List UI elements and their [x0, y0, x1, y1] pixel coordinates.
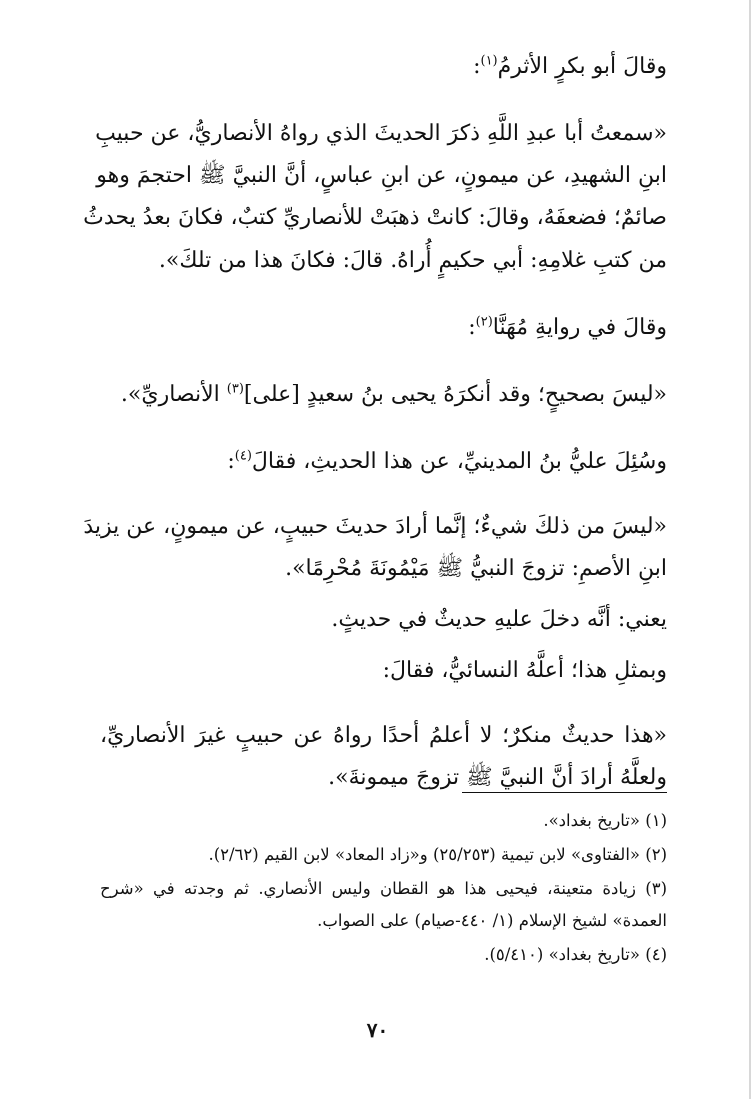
intro-athram-colon: : [473, 54, 481, 79]
footnote-2: (٢) «الفتاوى» لابن تيمية (٢٥/٢٥٣) و«زاد المعاد» لابن القيم (٢/٦٢). [208, 845, 667, 864]
footnote-ref-2: (٢) [475, 314, 493, 330]
paragraph-laysa-bisahih [100, 380, 667, 410]
laysa-bisahih-text: «ليسَ بصحيحٍ؛ وقد أنكرَهُ يحيى بنُ سعيدٍ [على] [243, 382, 667, 407]
page-number: ٧٠ [366, 1018, 389, 1042]
footnote-ref-4: (٤) [234, 448, 252, 464]
footnote-separator [462, 792, 667, 793]
muhanna-text: وقالَ في روايةِ مُهَنَّا [492, 315, 667, 340]
quote-madini-line-1: «ليسَ من ذلكَ شيءٌ؛ إنَّما أرادَ حديثَ حبيبٍ، عن ميمونٍ، عن يزيدَ [83, 514, 667, 539]
footnote-3-line-2: العمدة» لشيخ الإسلام (١/ ٤٤٠-صيام) على الصواب. [317, 911, 667, 930]
laysa-bisahih-tail: الأنصاريِّ». [120, 382, 227, 407]
quote-ahmad-line-3: صائمٌ؛ فضعفَهُ، وقالَ: كانتْ ذهبَتْ للأنصاريِّ كتبٌ، فكانَ بعدُ يحدثُ [83, 205, 667, 230]
footnote-ref-1: (١) [480, 53, 498, 69]
paragraph-yani: يعني: أنَّه دخلَ عليهِ حديثٌ في حديثٍ. [331, 607, 667, 632]
muhanna-colon: : [468, 315, 476, 340]
page-edge-shadow [749, 0, 751, 1099]
quote-nasai-line-1: «هذا حديثٌ منكرٌ؛ لا أعلمُ أحدًا رواهُ عن حبيبٍ غيرَ الأنصاريِّ، [100, 723, 667, 748]
quote-madini-line-2: ابنِ الأصمِ: تزوجَ النبيُّ ﷺ مَيْمُونَةَ مُحْرِمًا». [285, 556, 667, 581]
footnote-4: (٤) «تاريخ بغداد» (٥/٤١٠). [484, 945, 667, 964]
quote-ahmad-line-2: ابنِ الشهيدِ، عن ميمونٍ، عن ابنِ عباسٍ، أنَّ النبيَّ ﷺ احتجمَ وهو [96, 163, 667, 188]
paragraph-nasai: وبمثلِ هذا؛ أعلَّهُ النسائيُّ، فقالَ: [382, 658, 667, 683]
paragraph-ibn-madini [100, 447, 667, 477]
quote-ahmad-line-4: من كتبِ غلامِهِ: أبي حكيمٍ أُراهُ. قالَ: فكانَ هذا من تلكَ». [158, 248, 667, 273]
intro-athram-text: وقالَ أبو بكرٍ الأثرمُ [497, 54, 667, 79]
ibn-madini-colon: : [227, 449, 235, 474]
paragraph-muhanna [100, 313, 667, 343]
footnote-3-line-1: (٣) زيادة متعينة، فيحيى هذا هو القطان وليس الأنصاري. ثم وجدته في «شرح [100, 879, 667, 898]
footnote-ref-3: (٣) [226, 381, 244, 397]
footnote-1: (١) «تاريخ بغداد». [543, 811, 667, 830]
ibn-madini-text: وسُئِلَ عليُّ بنُ المدينيِّ، عن هذا الحديثِ، فقالَ [251, 449, 667, 474]
quote-nasai-line-2: ولعلَّهُ أرادَ أنَّ النبيَّ ﷺ تزوجَ ميمونةَ». [328, 765, 667, 790]
quote-ahmad-line-1: «سمعتُ أبا عبدِ اللَّهِ ذكرَ الحديثَ الذي رواهُ الأنصاريُّ، عن حبيبِ [95, 121, 667, 146]
paragraph-intro-athram [100, 52, 667, 82]
